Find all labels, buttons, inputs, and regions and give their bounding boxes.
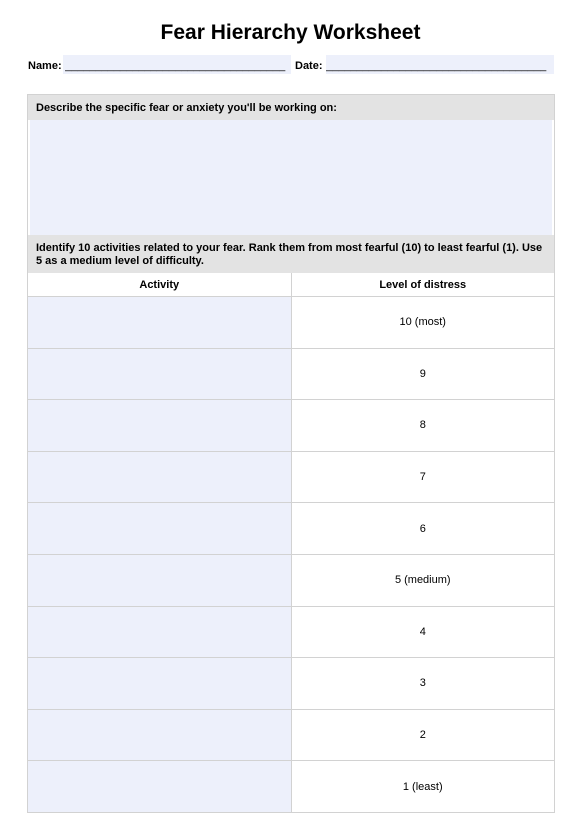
distress-level: 7 bbox=[291, 451, 554, 503]
activity-input[interactable] bbox=[28, 554, 291, 606]
activity-input[interactable] bbox=[28, 400, 291, 452]
activity-input[interactable] bbox=[28, 658, 291, 710]
distress-level: 4 bbox=[291, 606, 554, 658]
date-field[interactable] bbox=[326, 55, 554, 74]
worksheet-form bbox=[27, 94, 555, 813]
table-row bbox=[28, 348, 554, 400]
activity-input[interactable] bbox=[28, 709, 291, 761]
distress-level: 10 (most) bbox=[291, 297, 554, 349]
activity-input[interactable] bbox=[28, 348, 291, 400]
table-row bbox=[28, 554, 554, 606]
table-row bbox=[28, 606, 554, 658]
distress-level: 6 bbox=[291, 503, 554, 555]
name-date-row bbox=[28, 55, 554, 75]
table-row bbox=[28, 761, 554, 812]
activity-input[interactable] bbox=[28, 451, 291, 503]
worksheet-title: Fear Hierarchy Worksheet bbox=[160, 21, 421, 44]
table-row bbox=[28, 400, 554, 452]
table-row bbox=[28, 658, 554, 710]
name-line: ____________________________________ bbox=[65, 60, 286, 72]
describe-fear-field[interactable] bbox=[28, 120, 554, 235]
distress-column-header: Level of distress bbox=[291, 273, 554, 297]
describe-heading: Describe the specific fear or anxiety you'll be working on: bbox=[28, 95, 554, 120]
distress-level: 3 bbox=[291, 658, 554, 710]
ranking-instructions: Identify 10 activities related to your fear. Rank them from most fearful (10) to least fearful (1). Use 5 as a medium level of difficulty. bbox=[28, 235, 554, 273]
activity-input[interactable] bbox=[28, 761, 291, 812]
table-row bbox=[28, 297, 554, 349]
table-row bbox=[28, 709, 554, 761]
distress-level: 8 bbox=[291, 400, 554, 452]
distress-level: 5 (medium) bbox=[291, 554, 554, 606]
name-field[interactable] bbox=[63, 55, 291, 74]
table-row bbox=[28, 503, 554, 555]
distress-level: 9 bbox=[291, 348, 554, 400]
name-label: Name: bbox=[28, 60, 62, 72]
table-row bbox=[28, 451, 554, 503]
table-header-row bbox=[28, 273, 554, 297]
date-line: ____________________________________ bbox=[326, 60, 547, 72]
distress-level: 1 (least) bbox=[291, 761, 554, 812]
activity-input[interactable] bbox=[28, 606, 291, 658]
activity-column-header: Activity bbox=[28, 273, 291, 297]
activity-input[interactable] bbox=[28, 503, 291, 555]
activity-input[interactable] bbox=[28, 297, 291, 349]
fear-hierarchy-table bbox=[28, 273, 554, 812]
date-label: Date: bbox=[295, 60, 323, 72]
distress-level: 2 bbox=[291, 709, 554, 761]
